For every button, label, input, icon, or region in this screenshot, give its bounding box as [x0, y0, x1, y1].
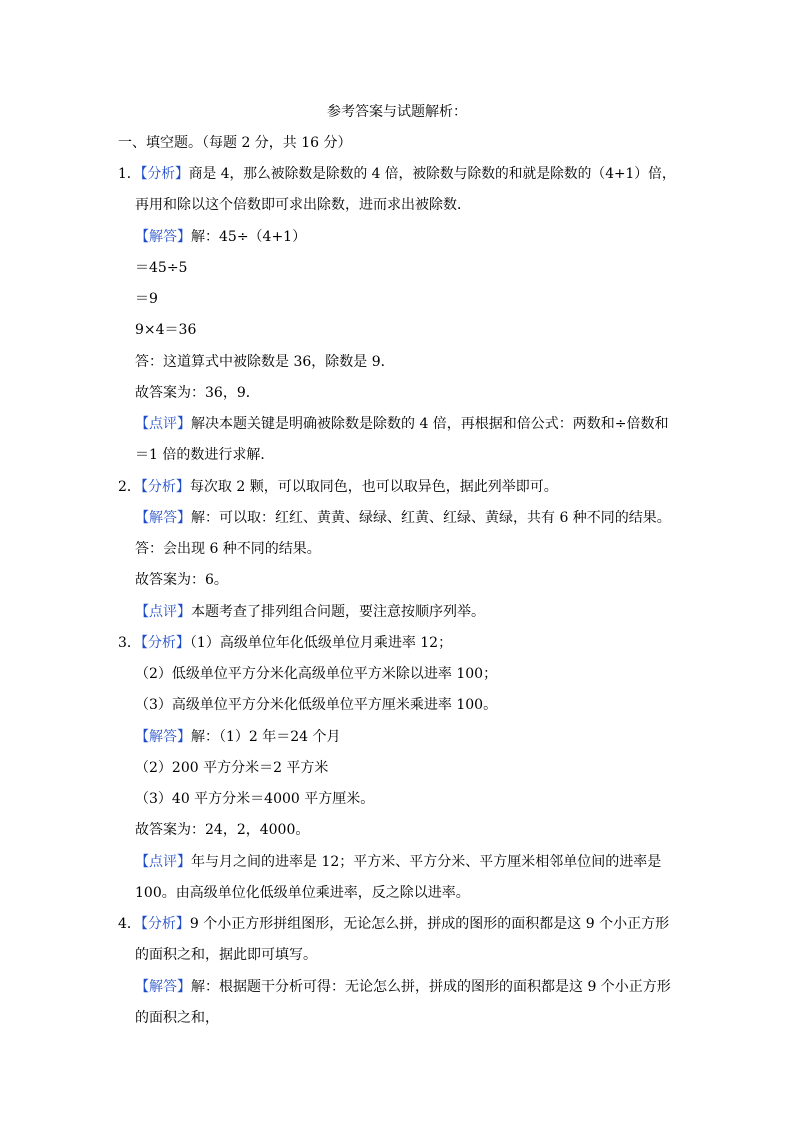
answer-tag: 【解答】 [135, 510, 191, 526]
q4-answer-line [135, 978, 671, 996]
q1-step-2: ＝9 [135, 291, 158, 307]
q3-answer-line [135, 728, 341, 746]
q2-answer-text: 解：可以取：红红、黄黄、绿绿、红黄、红绿、黄绿，共有 6 种不同的结果。 [191, 510, 671, 526]
analysis-tag: 【分析】 [140, 479, 190, 495]
answer-tag: 【解答】 [135, 729, 191, 745]
q3-analysis-text: （1）高级单位年化低级单位月乘进率 12； [189, 635, 453, 651]
q3-analysis-line [118, 634, 452, 652]
q3-final: 故答案为：24，2，4000。 [135, 822, 310, 838]
q2-analysis-line [118, 478, 558, 496]
q3-comment-text-2: 100。由高级单位化低级单位乘进率，反之除以进率。 [135, 885, 470, 901]
q2-answer-line [135, 509, 671, 527]
q4-analysis-text: 9 个小正方形拼组图形，无论怎么拼，拼成的图形的面积都是这 9 个小正方形 [189, 916, 670, 932]
q3-analysis-text-2: （2）低级单位平方分米化高级单位平方米除以进率 100； [135, 666, 498, 682]
q2-comment-line [135, 603, 485, 621]
comment-tag: 【点评】 [135, 854, 191, 870]
q1-analysis-text: 商是 4，那么被除数是除数的 4 倍，被除数与除数的和就是除数的（4+1）倍， [188, 166, 676, 182]
analysis-tag: 【分析】 [140, 916, 190, 932]
comment-tag: 【点评】 [135, 416, 191, 432]
q2-analysis-text: 每次取 2 颗，可以取同色，也可以取异色，据此列举即可。 [189, 479, 558, 495]
q2-final: 故答案为：6。 [135, 572, 228, 588]
q1-step-1: ＝45÷5 [135, 260, 188, 276]
q1-answer-text: 解：45÷（4+1） [191, 229, 307, 245]
answer-tag: 【解答】 [135, 979, 191, 995]
q3-number: 3． [118, 635, 141, 651]
q4-answer-text-2: 的面积之和， [135, 1010, 219, 1026]
q2-comment-text: 本题考查了排列组合问题，要注意按顺序列举。 [191, 604, 485, 620]
q1-reply: 答：这道算式中被除数是 36，除数是 9． [135, 354, 395, 370]
analysis-tag: 【分析】 [140, 166, 189, 182]
q1-comment-text: 解决本题关键是明确被除数是除数的 4 倍，再根据和倍公式：两数和÷倍数和 [191, 416, 669, 432]
q4-number: 4． [118, 916, 141, 932]
analysis-tag: 【分析】 [140, 635, 190, 651]
q1-analysis-text-2: 再用和除以这个倍数即可求出除数，进而求出被除数． [135, 197, 471, 213]
q2-reply: 答：会出现 6 种不同的结果。 [135, 541, 321, 557]
q3-step-2: （3）40 平方分米＝4000 平方厘米。 [135, 791, 375, 807]
page-title: 参考答案与试题解析： [327, 104, 467, 120]
q3-analysis-text-3: （3）高级单位平方分米化低级单位平方厘米乘进率 100。 [135, 697, 498, 713]
q4-analysis-text-2: 的面积之和，据此即可填写。 [135, 947, 317, 963]
section-heading: 一、填空题。（每题 2 分，共 16 分） [118, 135, 352, 151]
q4-analysis-line [118, 915, 669, 933]
q1-answer-line [135, 228, 306, 246]
q1-analysis-line [118, 165, 676, 183]
answer-tag: 【解答】 [135, 229, 191, 245]
comment-tag: 【点评】 [135, 604, 191, 620]
q3-comment-line [135, 853, 661, 871]
q1-number: 1． [118, 166, 141, 182]
q4-answer-text: 解：根据题干分析可得：无论怎么拼，拼成的图形的面积都是这 9 个小正方形 [191, 979, 671, 995]
q3-comment-text: 年与月之间的进率是 12；平方米、平方分米、平方厘米相邻单位间的进率是 [191, 854, 662, 870]
q1-step-3: 9×4＝36 [135, 322, 197, 338]
q1-comment-text-2: ＝1 倍的数进行求解． [135, 447, 275, 463]
q3-step-1: （2）200 平方分米＝2 平方米 [135, 760, 329, 776]
q1-final: 故答案为：36，9． [135, 385, 260, 401]
q1-comment-line [135, 415, 669, 433]
q3-answer-text: 解：（1）2 年＝24 个月 [191, 729, 341, 745]
q2-number: 2． [118, 479, 141, 495]
